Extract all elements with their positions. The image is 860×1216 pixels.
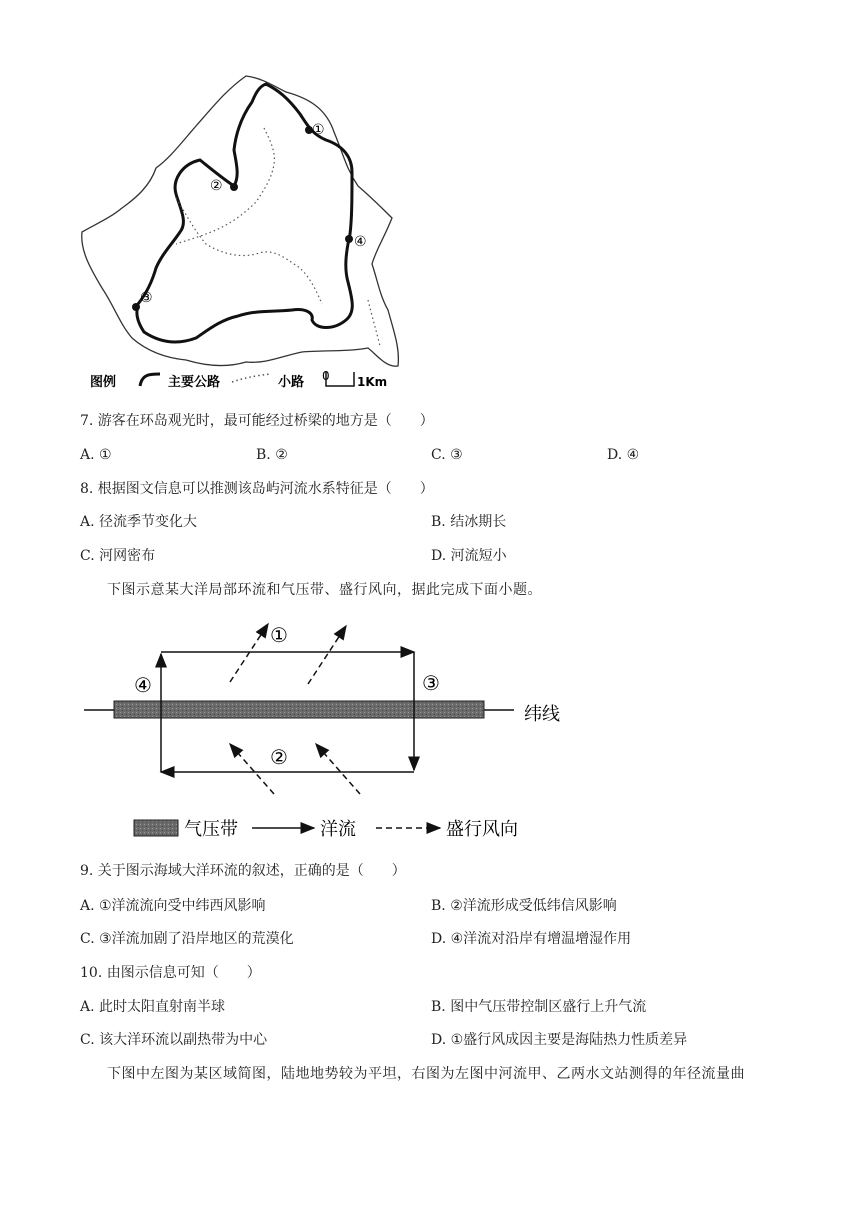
legend-current-label: 洋流 [320,819,356,840]
scale-bar [326,372,354,386]
q9-option-c[interactable]: C. ③洋流加剧了沿岸地区的荒漠化 [80,931,294,947]
legend-road-label: 主要公路 [168,375,221,390]
wind-south-1 [230,744,274,794]
legend-path-symbol [232,374,270,382]
q8-stem: 8. 根据图文信息可以推测该岛屿河流水系特征是（ ） [80,481,434,497]
q7-option-c[interactable]: C. ③ [431,447,463,463]
scale-unit: 1Km [357,375,388,389]
q10-option-d[interactable]: D. ①盛行风成因主要是海陆热力性质差异 [431,1032,688,1048]
q10-option-b[interactable]: B. 图中气压带控制区盛行上升气流 [431,999,647,1015]
legend-wind-label: 盛行风向 [446,819,518,840]
island-map [76,68,406,398]
q9-option-d[interactable]: D. ④洋流对沿岸有增温增湿作用 [431,931,632,947]
q10-option-c[interactable]: C. 该大洋环流以副热带为中心 [80,1032,268,1048]
ocean-label-3: ③ [422,671,440,695]
wind-south-2 [316,744,360,794]
ocean-circulation-diagram [84,612,584,852]
q9-option-a[interactable]: A. ①洋流流向受中纬西风影响 [80,898,266,914]
ocean-label-1: ① [270,623,288,647]
trail-3 [368,300,380,346]
latitude-label: 纬线 [524,704,560,725]
scale-zero: 0 [322,369,330,383]
wind-north-2 [308,626,346,684]
point-3-marker [132,303,140,311]
map-legend-title: 图例 [90,375,117,390]
trail-1 [176,128,274,244]
q9-stem: 9. 关于图示海域大洋环流的叙述，正确的是（ ） [80,863,406,879]
legend-pressure-belt-swatch [134,820,178,836]
legend-path-label: 小路 [278,375,305,390]
intro-ocean-diagram: 下图示意某大洋局部环流和气压带、盛行风向，据此完成下面小题。 [107,582,542,598]
q8-option-d[interactable]: D. 河流短小 [431,548,507,564]
point-1-label: ① [312,122,325,138]
trail-2 [176,198,322,304]
q9-option-b[interactable]: B. ②洋流形成受低纬信风影响 [431,898,617,914]
q8-option-a[interactable]: A. 径流季节变化大 [80,514,198,530]
point-4-label: ④ [354,234,367,250]
q7-option-d[interactable]: D. ④ [607,447,640,463]
wind-north-1 [230,624,268,682]
ocean-label-2: ② [270,745,288,769]
q7-option-a[interactable]: A. ① [80,447,112,463]
point-3-label: ③ [140,290,153,306]
q10-stem: 10. 由图示信息可知（ ） [80,965,261,981]
q8-option-c[interactable]: C. 河网密布 [80,548,156,564]
legend-pressure-belt-label: 气压带 [184,819,238,840]
q7-stem: 7. 游客在环岛观光时，最可能经过桥梁的地方是（ ） [80,413,434,429]
q7-option-b[interactable]: B. ② [256,447,288,463]
ocean-label-4: ④ [134,673,152,697]
legend-road-symbol [140,374,160,386]
pressure-belt [114,701,484,718]
point-2-marker [230,183,238,191]
intro-river-diagram: 下图中左图为某区域简图，陆地地势较为平坦，右图为左图中河流甲、乙两水文站测得的年径流量曲 [107,1066,745,1082]
point-2-label: ② [210,178,223,194]
q8-option-b[interactable]: B. 结冰期长 [431,514,507,530]
q10-option-a[interactable]: A. 此时太阳直射南半球 [80,999,226,1015]
point-4-marker [345,235,353,243]
